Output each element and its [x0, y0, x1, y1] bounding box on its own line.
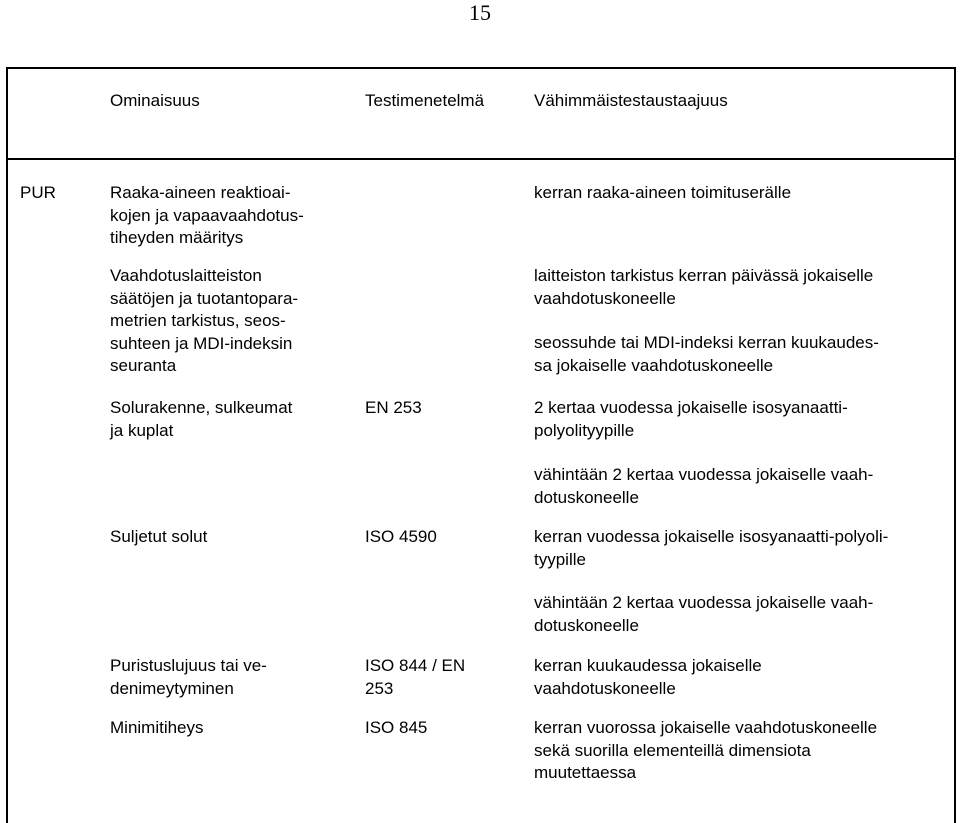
frequency-cell: kerran raaka-aineen toimituserälle	[534, 183, 792, 202]
property-cell: Suljetut solut	[110, 527, 208, 546]
method-cell: ISO 845	[365, 718, 428, 737]
requirements-table	[6, 67, 956, 823]
frequency-cell-secondary: vähintään 2 kertaa vuodessa jokaiselle vaah- dotuskoneelle	[534, 465, 874, 507]
frequency-cell: kerran vuorossa jokaiselle vaahdotuskoneelle sekä suorilla elementeillä dimensiota muutettaessa	[534, 718, 878, 782]
property-cell: Solurakenne, sulkeumat ja kuplat	[110, 398, 293, 440]
header-min-frequency: Vähimmäistestaustaajuus	[534, 91, 728, 110]
frequency-cell-secondary: seossuhde tai MDI-indeksi kerran kuukaudes- sa jokaiselle vaahdotuskoneelle	[534, 333, 879, 375]
method-cell: ISO 844 / EN 253	[365, 656, 466, 698]
property-cell: Raaka-aineen reaktioai- kojen ja vapaavaahdotus- tiheyden määritys	[110, 183, 304, 247]
method-cell: ISO 4590	[365, 527, 437, 546]
property-cell: Minimitiheys	[110, 718, 204, 737]
frequency-cell: 2 kertaa vuodessa jokaiselle isosyanaatti- polyolityypille	[534, 398, 848, 440]
property-cell: Puristuslujuus tai ve- denimeytyminen	[110, 656, 267, 698]
method-cell: EN 253	[365, 398, 422, 417]
property-cell: Vaahdotuslaitteiston säätöjen ja tuotantopara- metrien tarkistus, seos- suhteen ja MDI-indeksin seuranta	[110, 266, 299, 375]
header-test-method: Testimenetelmä	[365, 91, 485, 110]
frequency-cell: kerran kuukaudessa jokaiselle vaahdotuskoneelle	[534, 656, 762, 698]
material-label: PUR	[20, 183, 56, 202]
frequency-cell: kerran vuodessa jokaiselle isosyanaatti-polyoli- tyypille	[534, 527, 889, 569]
header-divider	[6, 158, 956, 160]
frequency-cell-secondary: vähintään 2 kertaa vuodessa jokaiselle vaah- dotuskoneelle	[534, 593, 874, 635]
frequency-cell: laitteiston tarkistus kerran päivässä jokaiselle vaahdotuskoneelle	[534, 266, 874, 308]
page-number: 15	[469, 0, 491, 25]
header-property: Ominaisuus	[110, 91, 200, 110]
